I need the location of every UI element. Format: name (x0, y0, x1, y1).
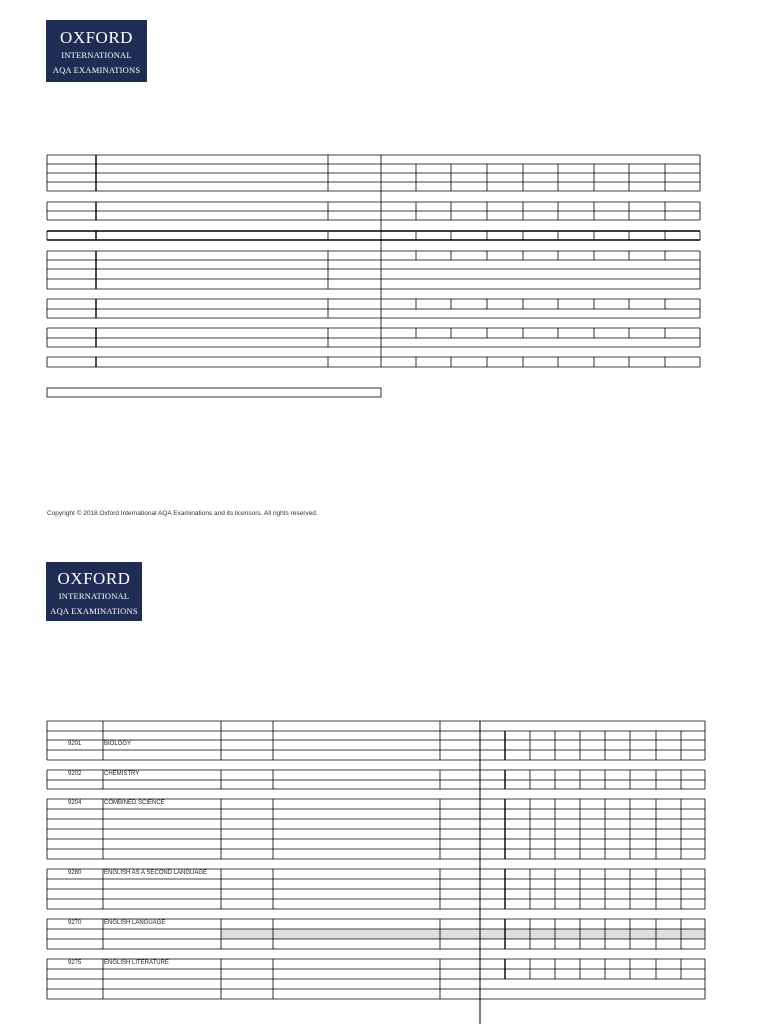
logo-subtitle-line1: INTERNATIONAL (61, 50, 132, 60)
logo-subtitle-line2: AQA EXAMINATIONS (52, 64, 141, 75)
shaded-row (221, 929, 705, 939)
subject-code: 9280 (68, 870, 82, 876)
subject-name: CHEMISTRY (104, 771, 140, 777)
subject-name: ENGLISH LANGUAGE (104, 920, 166, 926)
logo-subtitle-line2: AQA EXAMINATIONS (50, 605, 138, 616)
logo-title: OXFORD (60, 28, 133, 47)
logo-title: OXFORD (57, 569, 131, 588)
subject-name: ENGLISH LITERATURE (104, 960, 169, 966)
subject-code: 9270 (68, 920, 82, 926)
subject-name: BIOLOGY (104, 741, 132, 747)
subject-code: 9201 (68, 741, 82, 747)
copyright-notice: Copyright © 2018 Oxford International AQA Examinations and its licensors. All rights reserved. (47, 510, 318, 517)
subject-code: 9202 (68, 771, 82, 777)
subject-name: ENGLISH AS A SECOND LANGUAGE (104, 870, 208, 876)
total-box (47, 388, 381, 397)
subject-code: 9275 (68, 960, 82, 966)
subject-name: COMBINED SCIENCE (104, 800, 165, 806)
subject-code: 9204 (68, 800, 82, 806)
logo-subtitle-line1: INTERNATIONAL (58, 591, 130, 601)
